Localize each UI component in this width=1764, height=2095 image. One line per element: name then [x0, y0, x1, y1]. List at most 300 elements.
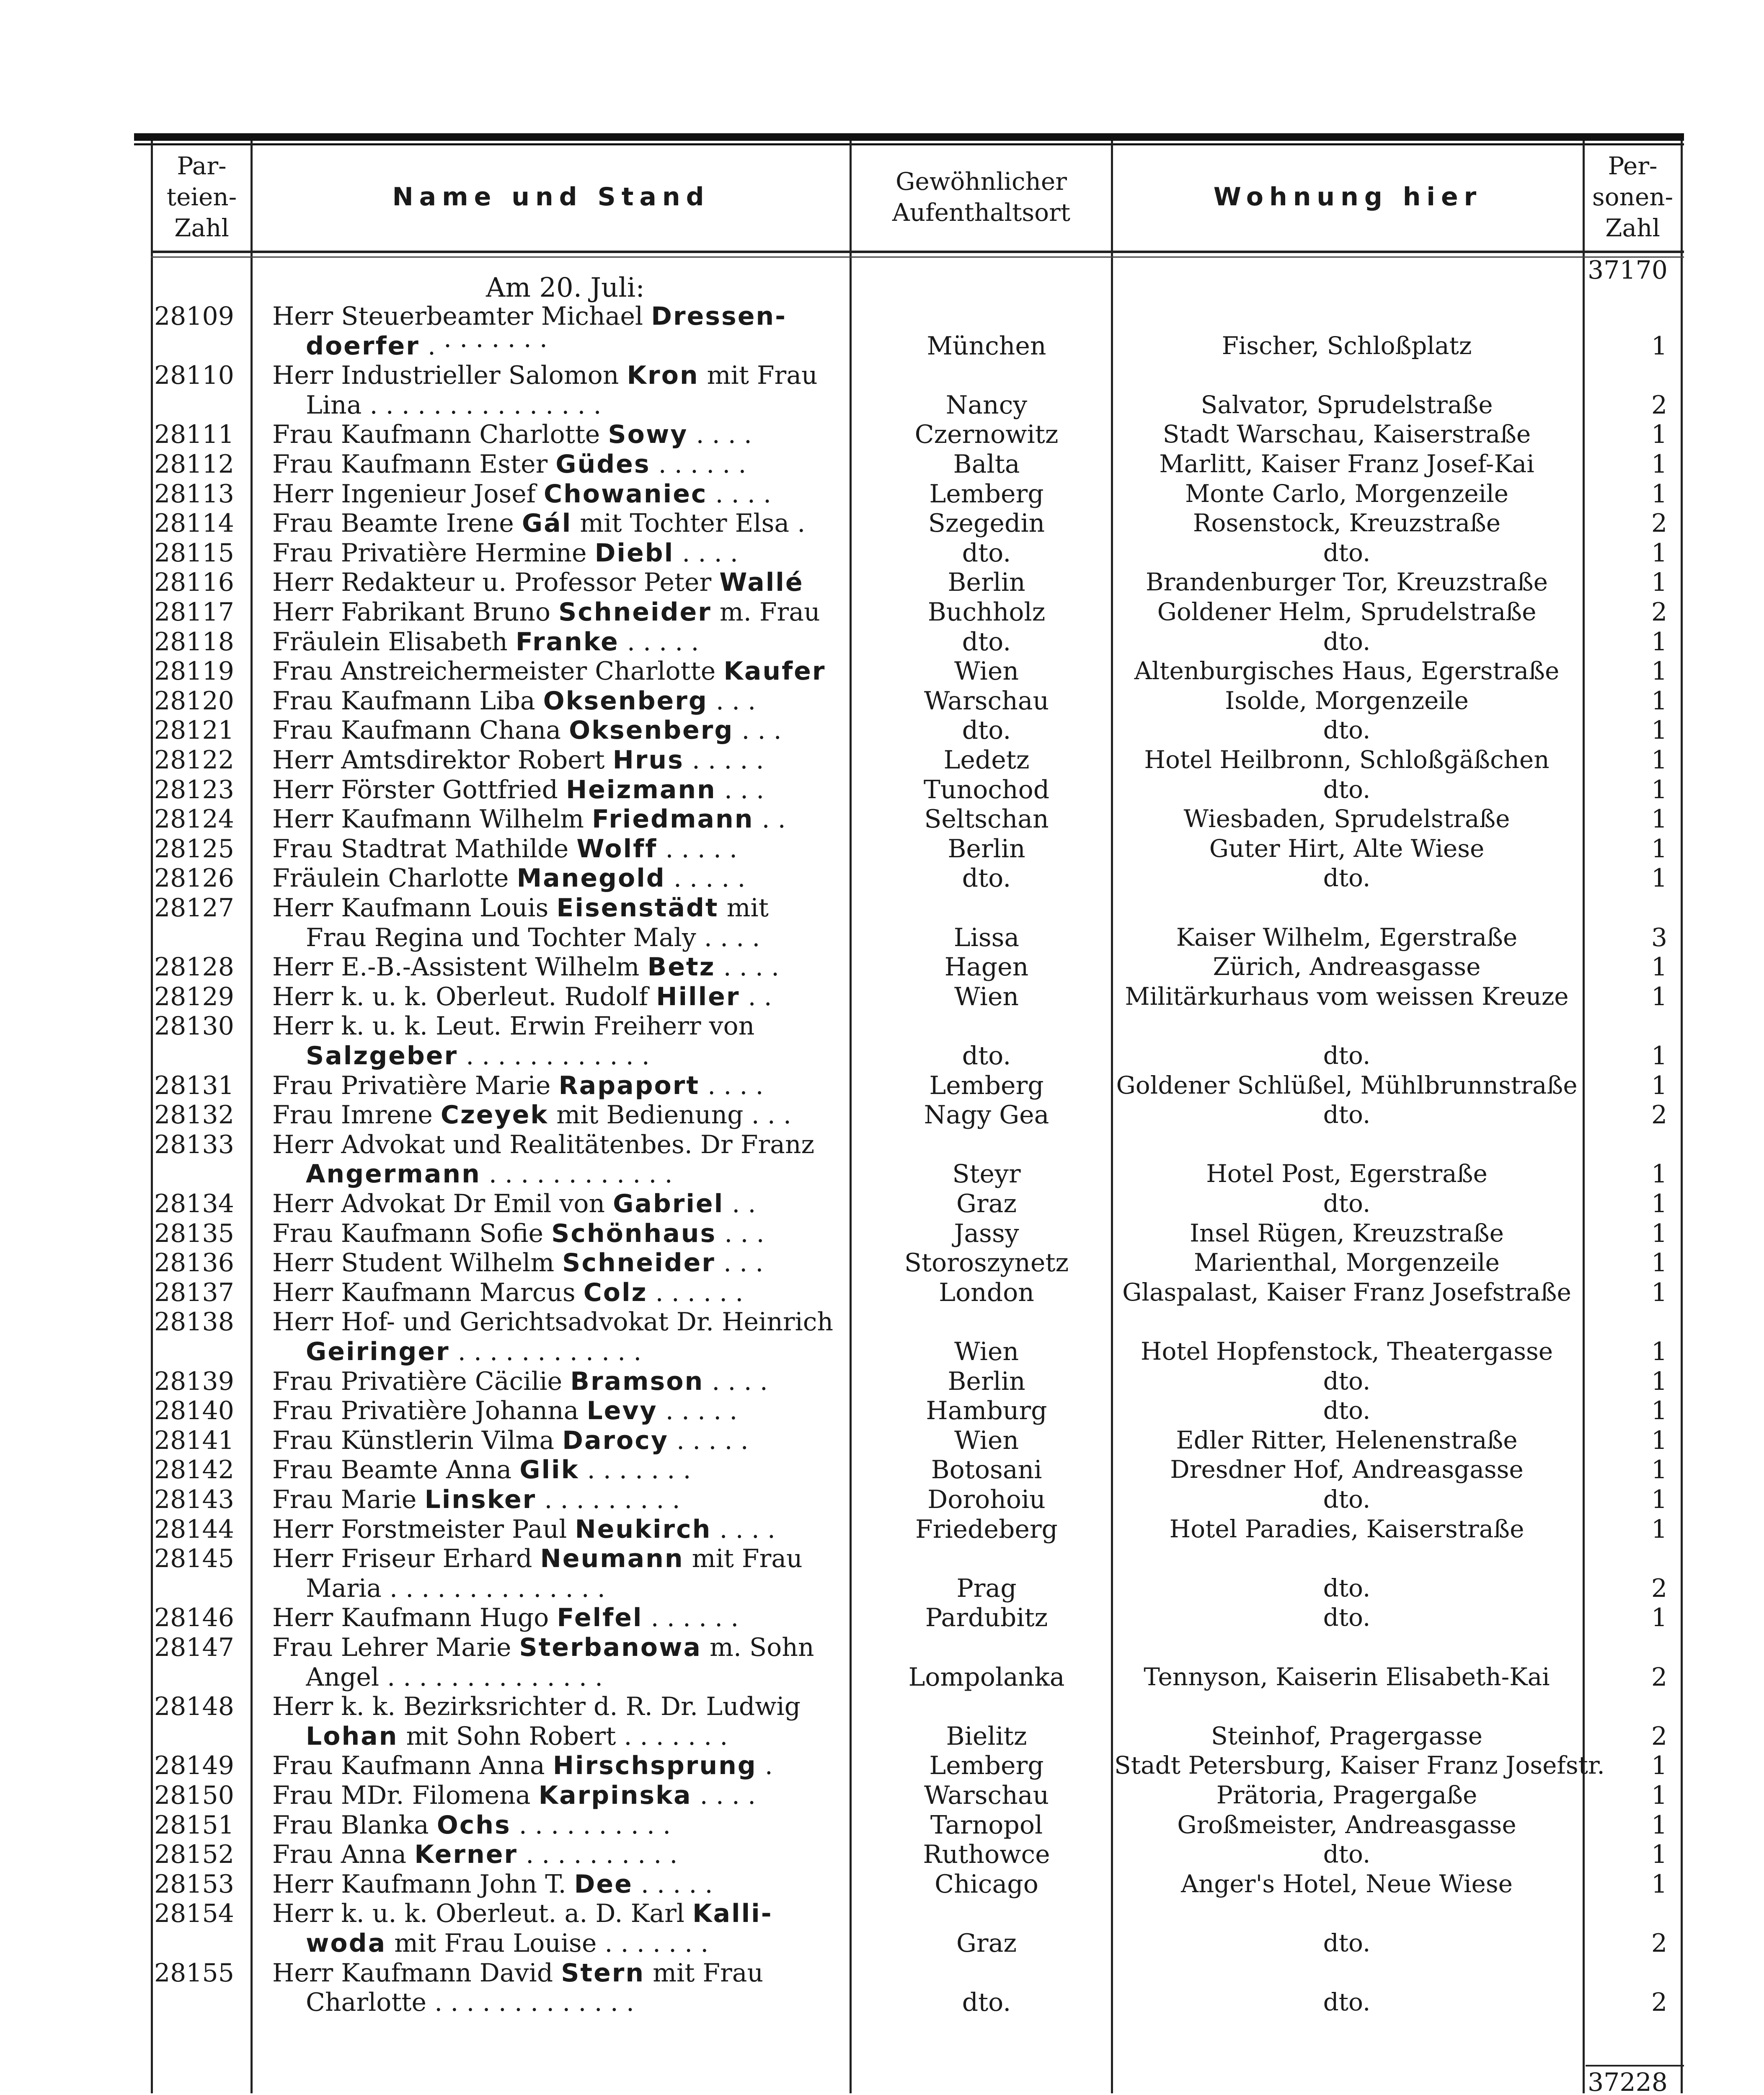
lodging-address: Hotel Paradies, Kaiserstraße	[1169, 1514, 1524, 1543]
usual-residence: Lompolanka	[908, 1662, 1065, 1692]
name-suffix: . . . .	[688, 420, 752, 450]
surname: Karpinska	[538, 1781, 692, 1810]
usual-residence: Warschau	[924, 1781, 1049, 1810]
table-row	[0, 1899, 1764, 1958]
lodging-address: Salvator, Sprudelstraße	[1201, 390, 1493, 419]
lodging-address: Hotel Post, Egerstraße	[1206, 1159, 1488, 1188]
top-rule	[134, 133, 1684, 141]
name-line	[272, 627, 846, 657]
name-continuation	[306, 331, 846, 361]
surname: Hiller	[656, 982, 740, 1011]
header-line: Par-	[177, 152, 227, 180]
lodging-address: Marienthal, Morgenzeile	[1194, 1248, 1500, 1277]
surname: Gál	[522, 509, 572, 538]
name-text: Herr Fabrikant Bruno	[272, 597, 559, 627]
surname: Gabriel	[613, 1189, 724, 1218]
name-line	[272, 1367, 846, 1396]
table-row	[0, 686, 1764, 716]
lodging-address: Altenburgisches Haus, Egerstraße	[1134, 657, 1560, 685]
lodging-address: dto.	[1323, 1603, 1371, 1632]
person-count: 1	[1651, 657, 1667, 686]
usual-residence: Warschau	[924, 686, 1049, 716]
name-text: Frau Stadtrat Mathilde	[272, 834, 577, 864]
table-row	[0, 834, 1764, 864]
name-line	[272, 1692, 846, 1721]
name-text: Herr Industrieller Salomon	[272, 361, 627, 391]
table-row	[0, 657, 1764, 686]
name-suffix: mit Frau	[699, 361, 818, 391]
person-count: 1	[1651, 1218, 1667, 1248]
person-count: 1	[1651, 982, 1667, 1011]
lodging-address: Prätoria, Pragergaße	[1216, 1781, 1477, 1809]
table-row	[0, 509, 1764, 538]
name-suffix: . .	[740, 982, 772, 1011]
party-number: 28142	[154, 1455, 234, 1485]
usual-residence: Bielitz	[946, 1721, 1027, 1751]
name-suffix: . . . . . . . . . . . .	[458, 1041, 650, 1071]
carry-over-total: 37170	[1588, 256, 1668, 285]
name-suffix: . . .	[716, 1218, 764, 1248]
person-count: 1	[1651, 1781, 1667, 1810]
name-line	[272, 1071, 846, 1100]
party-number: 28120	[154, 686, 234, 716]
surname: Hirschsprung	[553, 1751, 757, 1781]
person-count: 1	[1651, 804, 1667, 834]
name-suffix: mit Bedienung . . .	[548, 1100, 791, 1130]
person-count: 1	[1651, 745, 1667, 775]
surname: Colz	[583, 1278, 648, 1307]
name-text: Herr Advokat Dr Emil von	[272, 1189, 613, 1218]
name-continuation	[306, 1929, 846, 1958]
table-row	[0, 450, 1764, 479]
table-row	[0, 1870, 1764, 1899]
name-text: Herr Redakteur u. Professor Peter	[272, 568, 720, 597]
table-row	[0, 1633, 1764, 1692]
lodging-address: dto.	[1323, 864, 1371, 892]
person-count: 1	[1651, 1810, 1667, 1840]
header-line: Aufenthaltsort	[892, 198, 1071, 227]
surname: Chowaniec	[544, 479, 708, 509]
name-continuation	[306, 1041, 846, 1071]
name-text: Herr Steuerbeamter Michael	[272, 302, 651, 331]
name-continuation	[306, 1337, 846, 1366]
name-text: Frau Privatière Cäcilie	[272, 1366, 571, 1396]
party-number: 28150	[154, 1781, 234, 1810]
name-suffix: . . . . .	[684, 745, 764, 775]
surname: Glik	[519, 1455, 579, 1485]
name-line	[272, 361, 846, 390]
name-line	[272, 509, 846, 538]
name-continuation	[306, 1663, 846, 1692]
lodging-address: Monte Carlo, Morgenzeile	[1185, 479, 1508, 508]
person-count: 1	[1651, 1514, 1667, 1544]
surname: Bramson	[570, 1366, 704, 1396]
name-text: Herr E.-B.-Assistent Wilhelm	[272, 952, 648, 982]
usual-residence: Graz	[956, 1928, 1017, 1958]
party-number: 28144	[154, 1514, 234, 1544]
name-line	[272, 864, 846, 893]
table-row	[0, 302, 1764, 361]
name-text: Frau Beamte Irene	[272, 509, 522, 538]
person-count: 2	[1651, 1662, 1667, 1692]
header-person-count	[1585, 145, 1681, 249]
name-text: Herr Kaufmann Hugo	[272, 1603, 557, 1633]
name-suffix: . . .	[708, 686, 756, 716]
table-row	[0, 1515, 1764, 1544]
person-count: 1	[1651, 686, 1667, 716]
name-line	[272, 1219, 846, 1248]
lodging-address: Steinhof, Pragergasse	[1211, 1721, 1482, 1750]
table-row	[0, 1130, 1764, 1189]
header-line: teien-	[166, 183, 237, 211]
person-count: 1	[1651, 568, 1667, 597]
party-number: 28112	[154, 450, 234, 479]
usual-residence: Graz	[956, 1189, 1017, 1218]
surname: Angermann	[306, 1159, 481, 1189]
name-line	[272, 1870, 846, 1899]
name-suffix: . . . . . .	[650, 450, 746, 479]
table-row	[0, 1367, 1764, 1397]
name-line	[272, 1810, 846, 1840]
surname: Diebl	[594, 538, 674, 568]
name-line	[272, 1840, 846, 1869]
lodging-address: Fischer, Schloßplatz	[1222, 331, 1472, 360]
table-row	[0, 361, 1764, 420]
person-count: 1	[1651, 331, 1667, 361]
lodging-address: Goldener Schlüßel, Mühlbrunnstraße	[1116, 1071, 1578, 1099]
lodging-address: Marlitt, Kaiser Franz Josef-Kai	[1159, 450, 1534, 478]
name-suffix: Frau Regina und Tochter Maly . . . .	[306, 923, 760, 952]
usual-residence: Chicago	[935, 1869, 1038, 1899]
header-line: sonen-	[1592, 183, 1674, 211]
person-count: 1	[1651, 1248, 1667, 1278]
usual-residence: Wien	[954, 982, 1019, 1011]
name-line	[272, 1899, 846, 1928]
usual-residence: München	[927, 331, 1046, 361]
header-line: Zahl	[1605, 214, 1660, 242]
name-suffix: . . . .	[700, 1071, 764, 1100]
person-count: 1	[1651, 479, 1667, 509]
name-text: Frau Kaufmann Ester	[272, 450, 556, 479]
lodging-address: dto.	[1323, 1840, 1371, 1869]
lodging-address: Hotel Heilbronn, Schloßgäßchen	[1144, 745, 1550, 774]
name-line	[272, 420, 846, 449]
usual-residence: Wien	[954, 1337, 1019, 1366]
name-text: Fräulein Elisabeth	[272, 627, 516, 657]
name-suffix: . . . . . . . . . .	[518, 1840, 678, 1870]
name-text: Frau Lehrer Marie	[272, 1633, 519, 1662]
party-number: 28141	[154, 1425, 234, 1455]
party-number: 28134	[154, 1189, 234, 1218]
person-count: 1	[1651, 1041, 1667, 1071]
table-row	[0, 1189, 1764, 1219]
name-text: Herr Kaufmann David	[272, 1958, 561, 1988]
name-text: Herr Advokat und Realitätenbes. Dr Franz	[272, 1130, 815, 1159]
surname: doerfer	[306, 331, 420, 361]
lodging-address: Wiesbaden, Sprudelstraße	[1183, 804, 1510, 833]
name-suffix: Maria . . . . . . . . . . . . . .	[306, 1573, 605, 1603]
name-line	[272, 1396, 846, 1425]
name-line	[272, 1958, 846, 1988]
header-line: Per-	[1608, 152, 1658, 180]
lodging-address: Dresdner Hof, Andreasgasse	[1170, 1455, 1524, 1484]
name-line	[272, 302, 846, 331]
lodging-address: Zürich, Andreasgasse	[1213, 952, 1481, 981]
person-count: 1	[1651, 1455, 1667, 1485]
person-count: 1	[1651, 775, 1667, 804]
name-text: Herr Ingenieur Josef	[272, 479, 544, 509]
name-text: Frau Marie	[272, 1485, 425, 1514]
name-text: Herr k. u. k. Oberleut. a. D. Karl	[272, 1899, 693, 1929]
party-number: 28151	[154, 1810, 234, 1840]
surname: Ochs	[436, 1810, 511, 1840]
name-line	[272, 1307, 846, 1337]
usual-residence: Prag	[956, 1573, 1017, 1603]
table-row	[0, 775, 1764, 805]
usual-residence: London	[939, 1278, 1034, 1307]
name-line	[272, 1603, 846, 1632]
name-line	[272, 804, 846, 834]
usual-residence: dto.	[962, 1988, 1011, 2017]
name-suffix: m. Sohn	[701, 1633, 814, 1662]
usual-residence: Pardubitz	[925, 1603, 1048, 1633]
surname: Friedmann	[592, 804, 754, 834]
party-number: 28147	[154, 1633, 234, 1662]
surname: Linsker	[424, 1485, 537, 1514]
name-suffix: . . .	[733, 716, 782, 745]
name-suffix: . . . .	[707, 479, 772, 509]
surname: Wolff	[576, 834, 658, 864]
party-number: 28137	[154, 1278, 234, 1307]
name-suffix: . · · · · · · ·	[419, 331, 548, 361]
name-line	[272, 716, 846, 745]
party-number: 28148	[154, 1692, 234, 1722]
party-number: 28111	[154, 420, 234, 450]
party-number: 28116	[154, 568, 234, 597]
person-count: 1	[1651, 1159, 1667, 1189]
lodging-address: dto.	[1323, 1189, 1371, 1218]
surname: Schneider	[558, 597, 712, 627]
name-suffix: mit Sohn Robert . . . . . . .	[398, 1721, 728, 1751]
name-suffix: m. Frau	[711, 597, 820, 627]
surname: Manegold	[517, 864, 666, 893]
lodging-address: dto.	[1323, 1485, 1371, 1513]
usual-residence: Tarnopol	[930, 1810, 1043, 1840]
name-text: Frau Beamte Anna	[272, 1455, 520, 1485]
person-count: 1	[1651, 450, 1667, 479]
name-line	[272, 1426, 846, 1455]
header-line: Zahl	[174, 214, 229, 242]
table-row	[0, 479, 1764, 509]
usual-residence: Lissa	[953, 923, 1020, 952]
header-party-number	[153, 145, 251, 249]
surname: Schönhaus	[551, 1218, 717, 1248]
party-number: 28132	[154, 1100, 234, 1130]
name-suffix: mit Tochter Elsa .	[572, 509, 806, 538]
lodging-address: dto.	[1323, 716, 1371, 745]
surname: Geiringer	[306, 1337, 450, 1366]
person-count: 2	[1651, 1928, 1667, 1958]
party-number: 28123	[154, 775, 234, 804]
person-count: 3	[1651, 923, 1667, 952]
person-count: 1	[1651, 1840, 1667, 1870]
person-count: 1	[1651, 1396, 1667, 1426]
name-suffix: . . . .	[692, 1781, 756, 1810]
person-count: 1	[1651, 834, 1667, 864]
name-suffix: mit Frau	[684, 1544, 803, 1574]
person-count: 1	[1651, 420, 1667, 450]
surname: Kalli-	[692, 1899, 773, 1929]
name-suffix: . . . .	[715, 952, 780, 982]
name-suffix: .	[757, 1751, 773, 1781]
name-text: Frau Blanka	[272, 1810, 437, 1840]
name-text: Frau Anna	[272, 1840, 415, 1870]
person-count: 1	[1651, 1485, 1667, 1514]
usual-residence: Czernowitz	[914, 420, 1059, 450]
name-suffix: . . . . .	[657, 834, 738, 864]
name-text: Herr Kaufmann Louis	[272, 893, 557, 923]
table-row	[0, 952, 1764, 982]
usual-residence: Dorohoiu	[927, 1485, 1046, 1514]
name-text: Herr Kaufmann Marcus	[272, 1278, 584, 1307]
surname: Hrus	[612, 745, 684, 775]
name-text: Frau Privatière Marie	[272, 1071, 559, 1100]
surname: Neukirch	[575, 1514, 712, 1544]
name-line	[272, 568, 846, 597]
surname: Sterbanowa	[519, 1633, 702, 1662]
name-line	[272, 538, 846, 568]
name-text: Herr k. k. Bezirksrichter d. R. Dr. Ludwig	[272, 1692, 801, 1722]
name-line	[272, 1485, 846, 1514]
surname: Oksenberg	[543, 686, 708, 716]
table-row	[0, 1781, 1764, 1810]
surname: Güdes	[555, 450, 651, 479]
total-rule	[1586, 2065, 1684, 2067]
name-suffix: . . . . . . . . . . . .	[480, 1159, 673, 1189]
usual-residence: Tunochod	[923, 775, 1050, 804]
person-count: 1	[1651, 1278, 1667, 1307]
lodging-address: Anger's Hotel, Neue Wiese	[1181, 1869, 1513, 1898]
person-count: 1	[1651, 538, 1667, 568]
surname: Kerner	[414, 1840, 518, 1870]
table-row	[0, 420, 1764, 450]
lodging-address: dto.	[1323, 1396, 1371, 1425]
lodging-address: Isolde, Morgenzeile	[1225, 686, 1469, 715]
party-number: 28155	[154, 1958, 234, 1988]
surname: Felfel	[557, 1603, 643, 1633]
name-text: Herr Hof- und Gerichtsadvokat Dr. Heinrich	[272, 1307, 833, 1337]
name-text: Herr Forstmeister Paul	[272, 1514, 575, 1544]
person-count: 1	[1651, 952, 1667, 982]
party-number: 28128	[154, 952, 234, 982]
name-continuation	[306, 1574, 846, 1603]
surname: Rapaport	[558, 1071, 700, 1100]
name-suffix: . . . . . . . . . .	[511, 1810, 671, 1840]
table-row	[0, 745, 1764, 775]
name-text: Frau Kaufmann Liba	[272, 686, 543, 716]
surname: Dee	[574, 1869, 633, 1899]
surname: Kaufer	[723, 657, 826, 686]
surname: Sowy	[608, 420, 688, 450]
name-suffix: mit Frau	[645, 1958, 764, 1988]
name-suffix: . . . . .	[665, 864, 746, 893]
table-row	[0, 1248, 1764, 1278]
usual-residence: dto.	[962, 864, 1011, 893]
surname: Stern	[561, 1958, 645, 1988]
party-number: 28130	[154, 1011, 234, 1041]
table-row	[0, 597, 1764, 627]
surname: Darocy	[562, 1425, 669, 1455]
lodging-address: Brandenburger Tor, Kreuzstraße	[1146, 568, 1548, 597]
table-row	[0, 1958, 1764, 2017]
surname: Dressen-	[651, 302, 787, 331]
lodging-address: Großmeister, Andreasgasse	[1177, 1810, 1516, 1839]
surname: Levy	[586, 1396, 658, 1426]
usual-residence: dto.	[962, 627, 1011, 657]
lodging-address: dto.	[1323, 1928, 1371, 1957]
person-count: 1	[1651, 1869, 1667, 1899]
name-line	[272, 657, 846, 686]
party-number: 28154	[154, 1899, 234, 1929]
lodging-address: Stadt Petersburg, Kaiser Franz Josefstr.	[1114, 1751, 1605, 1780]
table-row	[0, 1307, 1764, 1366]
surname: Lohan	[306, 1721, 398, 1751]
table-row	[0, 1278, 1764, 1308]
lodging-address: dto.	[1323, 1041, 1371, 1070]
name-suffix: . . .	[715, 1248, 764, 1278]
person-count: 2	[1651, 597, 1667, 627]
party-number: 28149	[154, 1751, 234, 1781]
party-number: 28140	[154, 1396, 234, 1426]
party-number: 28113	[154, 479, 234, 509]
party-number: 28129	[154, 982, 234, 1011]
name-text: Frau Kaufmann Chana	[272, 716, 569, 745]
usual-residence: dto.	[962, 1041, 1011, 1071]
party-number: 28131	[154, 1071, 234, 1100]
usual-residence: Lemberg	[929, 479, 1044, 509]
name-line	[272, 1633, 846, 1662]
table-row	[0, 1071, 1764, 1101]
name-line	[272, 775, 846, 804]
table-row	[0, 1011, 1764, 1071]
name-text: Frau Privatière Johanna	[272, 1396, 587, 1426]
party-number: 28121	[154, 716, 234, 745]
table-row	[0, 1219, 1764, 1249]
surname: Franke	[515, 627, 619, 657]
name-text: Frau Kaufmann Sofie	[272, 1218, 552, 1248]
name-suffix: . . . .	[674, 538, 738, 568]
usual-residence: dto.	[962, 538, 1011, 568]
name-line	[272, 893, 846, 923]
name-line	[272, 1189, 846, 1218]
lodging-address: Goldener Helm, Sprudelstraße	[1157, 597, 1537, 626]
lodging-address: Insel Rügen, Kreuzstraße	[1190, 1218, 1504, 1247]
usual-residence: dto.	[962, 716, 1011, 745]
usual-residence: Hagen	[944, 952, 1029, 982]
name-suffix: . . . . . .	[647, 1278, 744, 1307]
table-row	[0, 1603, 1764, 1633]
name-text: Herr Kaufmann John T.	[272, 1869, 574, 1899]
party-number: 28152	[154, 1840, 234, 1870]
name-continuation	[306, 923, 846, 952]
party-number: 28127	[154, 893, 234, 923]
lodging-address: Militärkurhaus vom weissen Kreuze	[1125, 982, 1569, 1011]
person-count: 2	[1651, 1721, 1667, 1751]
lodging-address: Glaspalast, Kaiser Franz Josefstraße	[1122, 1278, 1571, 1306]
table-row	[0, 1840, 1764, 1870]
name-continuation	[306, 1159, 846, 1189]
name-suffix: mit	[718, 893, 769, 923]
